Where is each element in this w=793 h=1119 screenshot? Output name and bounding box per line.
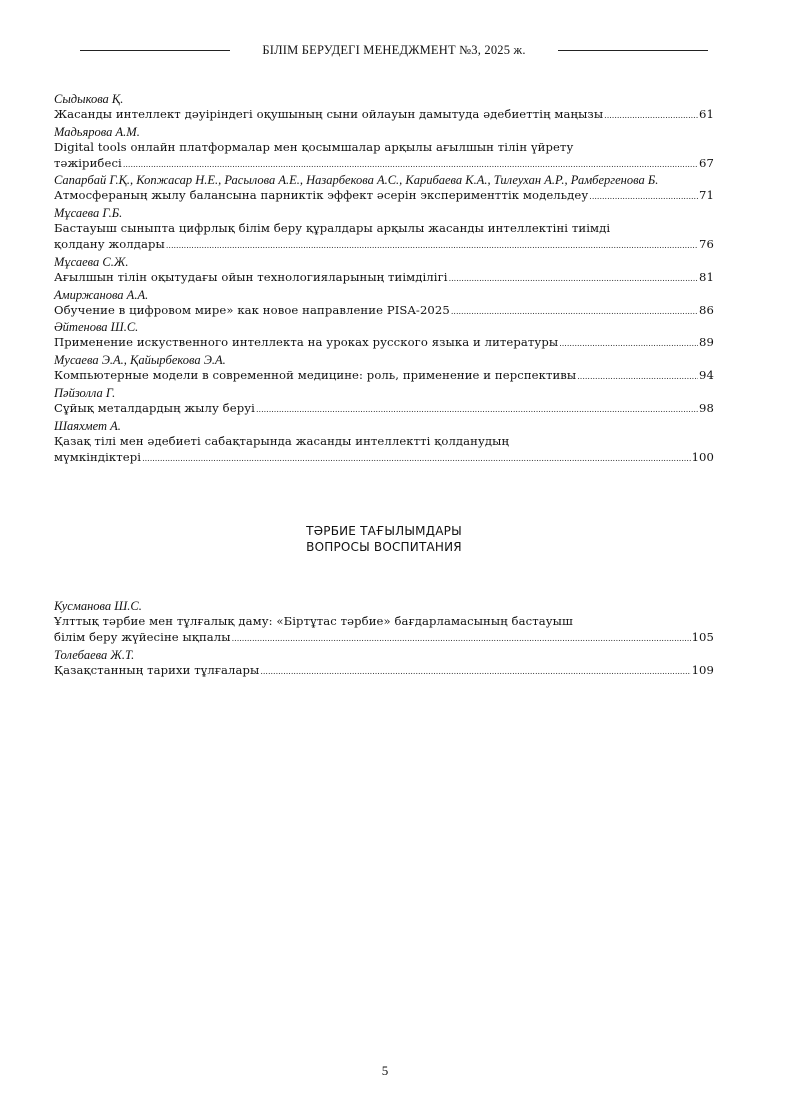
toc-entry-author: Толебаева Ж.Т. [54, 647, 135, 662]
toc-entry-title: Обучение в цифровом мире» как новое направление PISA-2025 [54, 302, 450, 317]
toc-entry [54, 91, 714, 124]
toc-entry-title: тәжірибесі [54, 155, 122, 170]
toc-entry-title: Ағылшын тілін оқытудағы ойын технологияларының тиімділігі [54, 269, 448, 284]
toc-entry [54, 647, 714, 680]
running-header [80, 40, 708, 60]
toc-entry-title-line: Digital tools онлайн платформалар мен қосымшалар арқылы ағылшын тілін үйрету [54, 139, 574, 154]
toc-entry-title: Компьютерные модели в современной медицине: роль, применение и перспективы [54, 368, 577, 383]
toc-entry-link[interactable] [54, 368, 714, 385]
toc-entry-link[interactable] [54, 188, 714, 205]
toc-entry-author: Шаяхмет А. [54, 418, 121, 433]
toc-entry-link[interactable] [54, 237, 714, 254]
toc-entry-author: Әйтенова Ш.С. [54, 320, 139, 335]
toc-entry-page: 81 [699, 269, 714, 284]
page-number: 5 [381, 1063, 389, 1078]
toc-entry-title: Жасанды интеллект дәуіріндегі оқушының сыни ойлауын дамытуда әдебиеттің маңызы [54, 107, 604, 121]
toc-entry-page: 71 [699, 188, 714, 203]
toc-entry-author: Сыдыкова Қ. [54, 92, 124, 106]
toc-entry-link[interactable] [54, 401, 714, 418]
table-of-contents-part-2 [54, 598, 714, 679]
toc-entry-page: 109 [691, 662, 714, 677]
dot-leader [449, 271, 698, 287]
toc-entry-link[interactable] [54, 107, 714, 124]
toc-entry-author: Сапарбай Г.Қ., Копжасар Н.Е., Расылова А.Е., Назарбекова А.С., Карибаева К.А., Тилеухан А.Р., Рамбергенова Б. [54, 173, 659, 188]
section-heading [54, 523, 714, 555]
toc-entry [54, 287, 714, 320]
toc-entry-page: 86 [699, 302, 714, 317]
header-rule-left [80, 50, 230, 51]
dot-leader [589, 189, 698, 205]
toc-entry [54, 418, 714, 467]
dot-leader [256, 402, 698, 418]
section-heading-ru: ВОПРОСЫ ВОСПИТАНИЯ [306, 540, 462, 554]
toc-entry-link[interactable] [54, 630, 714, 647]
toc-entry-author: Мұсаева Г.Б. [54, 206, 123, 221]
dot-leader [232, 631, 691, 647]
dot-leader [123, 157, 698, 173]
toc-entry [54, 385, 714, 418]
header-rule-right [558, 50, 708, 51]
header-title: БІЛІМ БЕРУДЕГІ МЕНЕДЖМЕНТ №3, 2025 ж. [262, 42, 526, 57]
toc-entry-title-line: Қазақ тілі мен әдебиеті сабақтарында жасанды интеллектті қолданудың [54, 433, 510, 448]
toc-entry-title: Қазақстанның тарихи тұлғалары [54, 662, 260, 677]
toc-entry-title: қолдану жолдары [54, 236, 165, 251]
toc-entry-link[interactable] [54, 303, 714, 320]
toc-entry [54, 205, 714, 254]
dot-leader [451, 304, 698, 320]
toc-entry [54, 352, 714, 385]
toc-entry-author: Мадьярова А.М. [54, 124, 140, 139]
dot-leader [559, 336, 698, 352]
dot-leader [604, 108, 698, 124]
toc-entry-title: білім беру жүйесіне ықпалы [54, 629, 231, 644]
dot-leader [260, 664, 690, 680]
toc-entry-title: мүмкіндіктері [54, 449, 142, 464]
toc-entry-author: Пәйзолла Г. [54, 385, 116, 400]
toc-entry-page: 98 [699, 400, 714, 415]
toc-entry-page: 100 [691, 449, 714, 464]
toc-entry-title: Сұйық металдардың жылу беруі [54, 400, 255, 415]
toc-entry-title: Применение искуственного интеллекта на уроках русского языка и литературы [54, 335, 559, 350]
toc-entry [54, 124, 714, 173]
toc-entry [54, 598, 714, 647]
dot-leader [142, 451, 690, 467]
toc-entry-page: 61 [699, 107, 714, 121]
toc-entry-title: Атмосфераның жылу балансына парниктік эффект әсерін эксперименттік модельдеу [54, 188, 589, 203]
dot-leader [577, 369, 698, 385]
section-heading-kz: ТӘРБИЕ ТАҒЫЛЫМДАРЫ [306, 524, 462, 538]
toc-entry-author: Амиржанова А.А. [54, 287, 149, 302]
toc-entry-author: Мусаева Э.А., Қайырбекова Э.А. [54, 353, 226, 368]
toc-entry-page: 67 [699, 155, 714, 170]
toc-entry-link[interactable] [54, 450, 714, 467]
table-of-contents-part-1 [54, 91, 714, 466]
toc-entry-link[interactable] [54, 270, 714, 287]
toc-entry-author: Мұсаева С.Ж. [54, 254, 129, 269]
toc-entry-title-line: Ұлттық тәрбие мен тұлғалық даму: «Біртұтас тәрбие» бағдарламасының бастауыш [54, 614, 573, 628]
toc-entry-page: 105 [691, 629, 714, 644]
toc-entry [54, 319, 714, 352]
toc-entry-author: Кусманова Ш.С. [54, 599, 142, 613]
toc-entry [54, 172, 714, 205]
toc-entry [54, 254, 714, 287]
toc-entry-link[interactable] [54, 663, 714, 680]
toc-entry-page: 94 [699, 368, 714, 383]
dot-leader [166, 238, 698, 254]
toc-entry-page: 76 [699, 236, 714, 251]
toc-entry-page: 89 [699, 335, 714, 350]
toc-entry-link[interactable] [54, 156, 714, 173]
toc-entry-title-line: Бастауыш сыныпта цифрлық білім беру құралдары арқылы жасанды интеллектіні тиімді [54, 221, 611, 236]
toc-entry-link[interactable] [54, 335, 714, 352]
